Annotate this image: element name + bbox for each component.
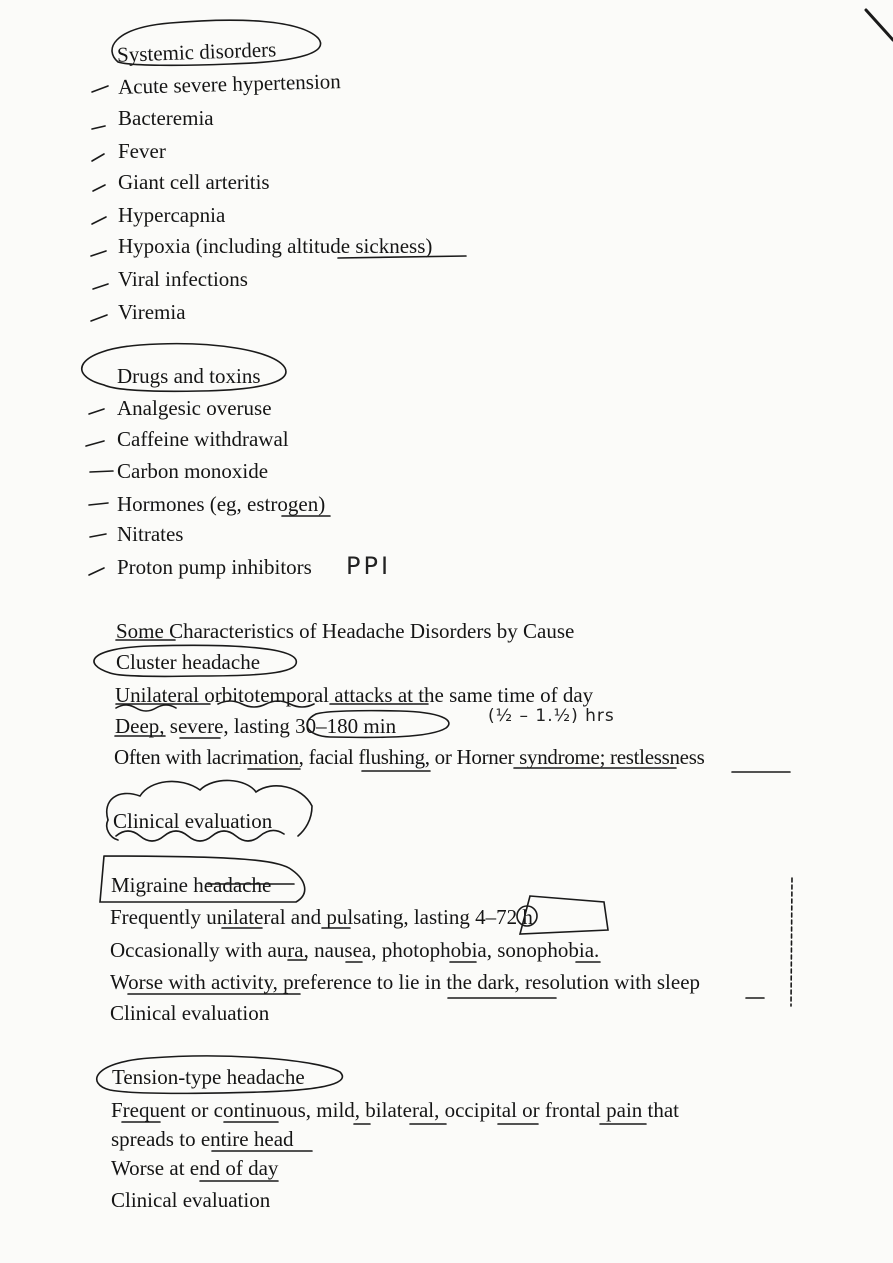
systemic-heading: Systemic disorders	[116, 37, 277, 67]
bullet-dash	[89, 503, 108, 505]
bullet-dash	[91, 251, 106, 256]
cluster-line-3: Often with lacrimation, facial flushing, or Horner syndrome; restlessness	[114, 745, 705, 769]
tension-line-3: Worse at end of day	[111, 1156, 279, 1180]
drugs-heading: Drugs and toxins	[117, 364, 261, 388]
cluster-line-1: Unilateral orbitotemporal attacks at the same time of day	[115, 683, 594, 707]
list-item: Caffeine withdrawal	[117, 427, 289, 451]
list-item: Viral infections	[118, 267, 248, 291]
migraine-line-4: Clinical evaluation	[110, 1001, 270, 1025]
cluster-line-2: Deep, severe, lasting 30–180 min	[115, 714, 397, 738]
migraine-line-3: Worse with activity, preference to lie in the dark, resolution with sleep	[110, 970, 701, 994]
cluster-heading: Cluster headache	[116, 650, 261, 674]
corner-pen-stroke	[866, 10, 893, 40]
bullet-dash	[90, 471, 113, 472]
margin-line	[791, 878, 792, 1006]
list-item: Bacteremia	[118, 106, 214, 130]
bullet-dash	[93, 284, 108, 289]
bullet-dash	[89, 409, 104, 414]
clinical-evaluation-heading: Clinical evaluation	[113, 809, 273, 833]
list-item: Proton pump inhibitors	[117, 555, 312, 579]
tension-heading: Tension-type headache	[112, 1065, 305, 1089]
list-item: Acute severe hypertension	[117, 69, 342, 99]
tension-line-2: spreads to entire head	[111, 1127, 294, 1151]
list-item: Carbon monoxide	[117, 459, 269, 483]
bullet-dash	[92, 154, 104, 161]
bullet-dash	[92, 126, 105, 129]
duration-handwritten-note: (½ – 1.½) hrs	[488, 706, 615, 726]
migraine-line-1: Frequently unilateral and pulsating, lasting 4–72 h	[110, 905, 533, 929]
bullet-dash	[91, 315, 107, 321]
bullet-dash	[92, 217, 106, 224]
bullet-dash	[86, 441, 104, 446]
bullet-dash	[92, 86, 108, 92]
tension-line-1: Frequent or continuous, mild, bilateral, occipital or frontal pain that	[111, 1098, 680, 1122]
list-item: Analgesic overuse	[117, 396, 272, 420]
tension-line-4: Clinical evaluation	[111, 1188, 271, 1212]
migraine-line-2: Occasionally with aura, nausea, photophobia, sonophobia.	[110, 938, 600, 962]
list-item: Hypoxia (including altitude sickness)	[118, 234, 433, 258]
list-item: Hormones (eg, estrogen)	[117, 492, 326, 516]
section-title: Some Characteristics of Headache Disorders by Cause	[116, 619, 575, 643]
ppi-handwritten-note: PPI	[346, 552, 392, 580]
list-item: Viremia	[118, 300, 186, 324]
bullet-dash	[93, 185, 105, 191]
bullet-dash	[90, 534, 106, 537]
list-item: Hypercapnia	[118, 203, 226, 227]
list-item: Giant cell arteritis	[118, 170, 270, 194]
migraine-heading: Migraine headache	[111, 873, 272, 897]
list-item: Fever	[118, 139, 166, 163]
duration-box	[520, 896, 608, 934]
list-item: Nitrates	[117, 522, 184, 546]
bullet-dash	[89, 568, 104, 575]
